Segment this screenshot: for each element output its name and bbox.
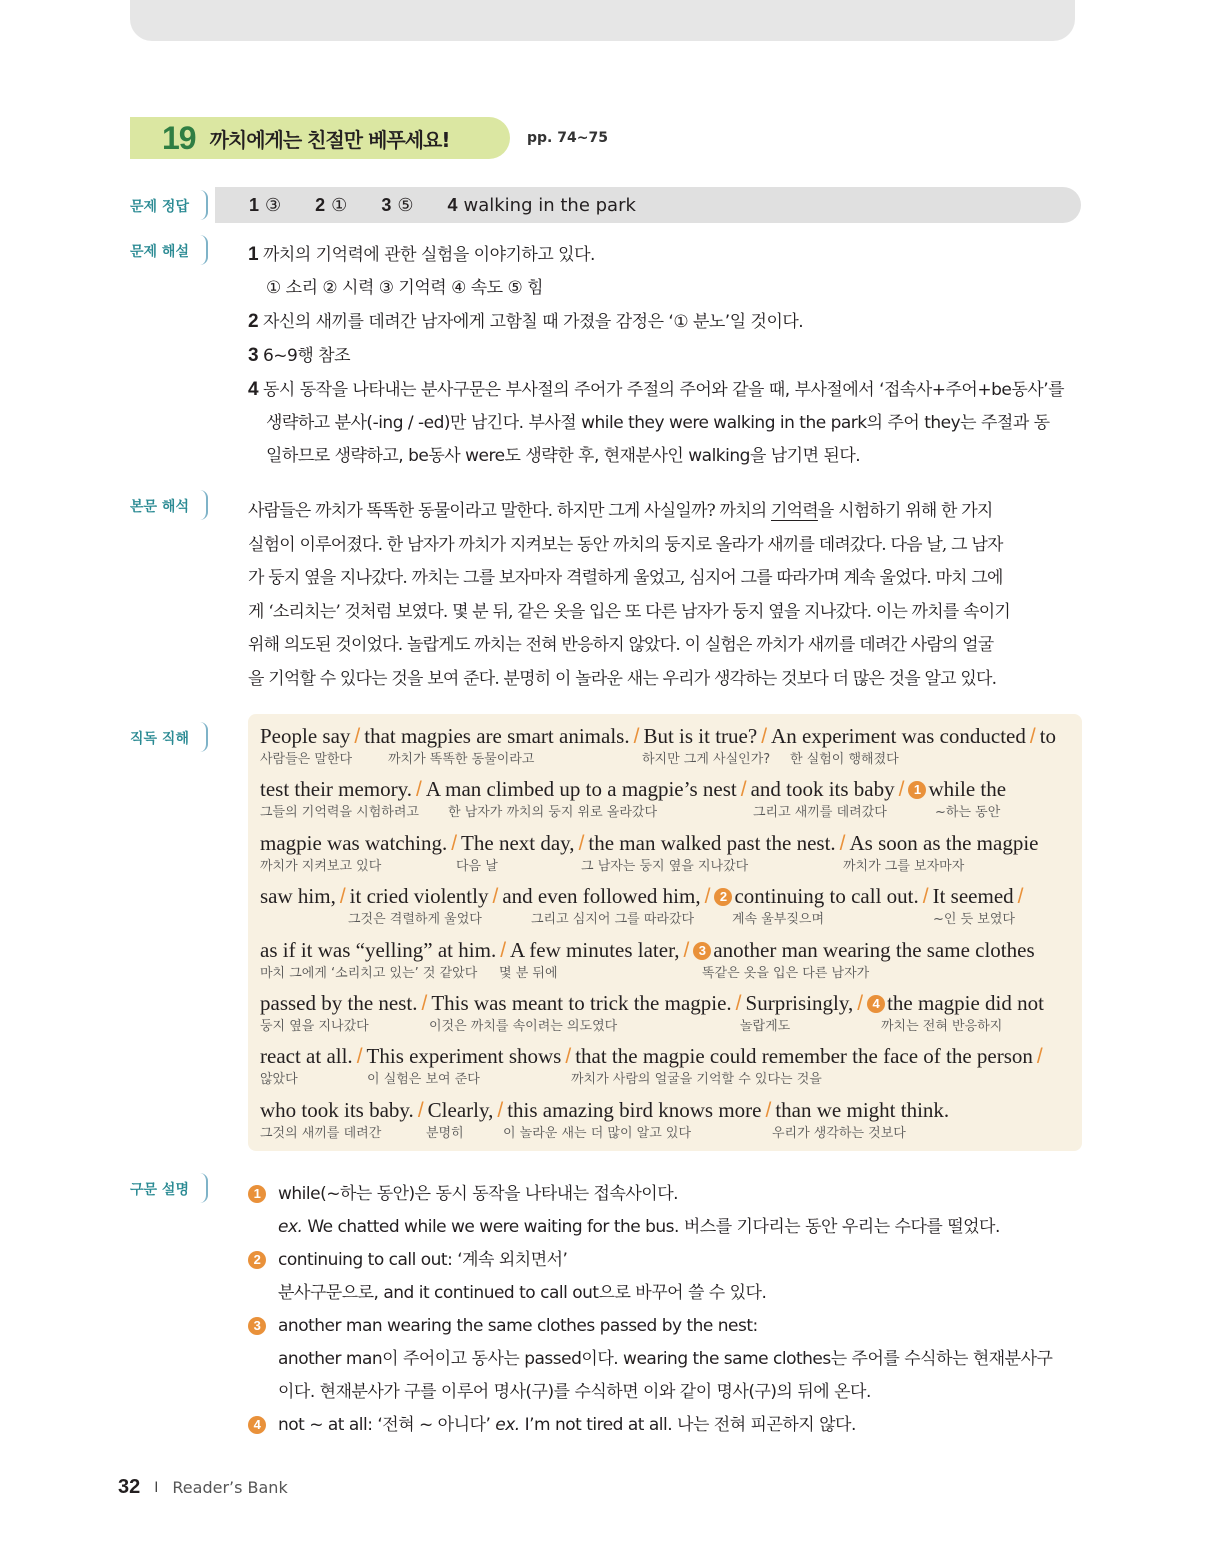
grammar-item-3: 3 another man wearing the same clothes passed by the nest: <box>248 1310 1088 1343</box>
answer-2: 2 ① <box>315 194 348 216</box>
translation-line: 가 둥지 옆을 지나갔다. 까치는 그를 보자마자 격렬하게 울었고, 심지어 그를 따라가며 계속 울었다. 마치 그에 <box>248 568 1003 588</box>
explanation-item-1: 1 까치의 기억력에 관한 실험을 이야기하고 있다. <box>248 244 595 265</box>
label-direct: 직독 직해 <box>130 722 208 752</box>
page-reference: pp. 74~75 <box>527 130 608 146</box>
translation-line: 실험이 이루어졌다. 한 남자가 까치가 지켜보는 동안 까치의 둥지로 올라가 새끼를 데려갔다. 다음 날, 그 남자 <box>248 534 1003 555</box>
translation-line: 사람들은 까치가 똑똑한 동물이라고 말한다. 하지만 그게 사실일까? 까치의 기억력을 시험하기 위해 한 가지 <box>248 501 993 521</box>
answer-3: 3 ⑤ <box>381 194 414 216</box>
top-decoration-bar <box>130 0 1075 41</box>
unit-title-bar <box>130 117 510 159</box>
direct-reading-box <box>248 714 1082 1151</box>
grammar-example-1: ex. We chatted while we were waiting for the bus. 버스를 기다리는 동안 우리는 수다를 떨었다. <box>278 1217 1000 1237</box>
footer-separator: I <box>154 1479 159 1496</box>
answer-1: 1 ③ <box>249 194 282 216</box>
grammar-item-3-detail2: 이다. 현재분사가 구를 이루어 명사(구)를 수식하면 이와 같이 명사(구)의 뒤에 온다. <box>278 1382 871 1402</box>
marker-4: 4 <box>867 995 885 1013</box>
translation-block <box>248 495 1088 696</box>
grammar-item-4: 4 not ~ at all: ‘전혀 ~ 아니다’ ex. I’m not tired at all. 나는 전혀 피곤하지 않다. <box>248 1409 1088 1442</box>
explanation-item-4-cont2: 일하므로 생략하고, be동사 were도 생략한 후, 현재분사인 walking을 남기면 된다. <box>266 446 861 466</box>
explanation-item-2: 2 자신의 새끼를 데려간 남자에게 고함칠 때 가졌을 감정은 ‘① 분노’일 것이다. <box>248 311 804 332</box>
answer-4: 4 walking in the park <box>447 194 636 216</box>
unit-title: 까치에게는 친절만 베푸세요! <box>209 127 450 152</box>
grammar-block <box>248 1178 1088 1442</box>
explanation-item-3: 3 6~9행 참조 <box>248 345 351 366</box>
marker-1: 1 <box>908 781 926 799</box>
explanation-block <box>248 238 1088 473</box>
grammar-item-2-detail: 분사구문으로, and it continued to call out으로 바꾸어 쓸 수 있다. <box>278 1283 767 1303</box>
explanation-item-4-cont1: 생략하고 분사(-ing / -ed)만 남긴다. 부사절 while they were walking in the park의 주어 they는 주절과 동 <box>266 413 1050 433</box>
explanation-options: ① 소리 ② 시력 ③ 기억력 ④ 속도 ⑤ 힘 <box>266 278 544 298</box>
label-explanation: 문제 해설 <box>130 235 208 265</box>
direct-row-8: who took its baby. / Clearly, / this amazing bird knows more / than we might think. 그것의 새끼를 데려간 분명히 이 놀라운 새는 더 많이 알고 있다 우리가 생각하는 것보다 <box>260 1098 950 1141</box>
direct-row-7: react at all. / This experiment shows / that the magpie could remember the face of the person / 않았다 이 실험은 보여 준다 까치가 사람의 얼굴을 기억할 수 있다는 것을 <box>260 1044 1043 1087</box>
page-footer <box>118 1476 288 1499</box>
marker-2: 2 <box>714 888 732 906</box>
grammar-item-1: 1 while(~하는 동안)은 동시 동작을 나타내는 접속사이다. <box>248 1178 1088 1211</box>
label-translation: 본문 해석 <box>130 490 208 520</box>
direct-row-3: magpie was watching. / The next day, / the man walked past the nest. / As soon as the magpie 까치가 지켜보고 있다 다음 날 그 남자는 둥지 옆을 지나갔다 까치가 그를 보자마자 <box>260 831 1039 874</box>
direct-row-5: as if it was “yelling” at him. / A few minutes later, / 3 another man wearing the same clothes 마치 그에게 ‘소리치고 있는’ 것 같았다 몇 분 뒤에 똑같은 옷을 입은 다른 남자가 <box>260 938 1035 981</box>
book-title: Reader’s Bank <box>172 1478 288 1497</box>
label-answers: 문제 정답 <box>130 190 208 220</box>
answer-bar <box>215 187 1081 223</box>
grammar-item-2: 2 continuing to call out: ‘계속 외치면서’ <box>248 1244 1088 1277</box>
unit-number: 19 <box>162 119 196 156</box>
direct-row-2: test their memory. / A man climbed up to a magpie’s nest / and took its baby / 1 while the 그들의 기억력을 시험하려고 한 남자가 까치의 둥지 위로 올라갔다 그리고 새끼를 데려갔다 ~하는 동안 <box>260 777 1007 820</box>
underlined-word: 기억력 <box>771 501 818 521</box>
translation-line: 위해 의도된 것이었다. 놀랍게도 까치는 전혀 반응하지 않았다. 이 실험은 까치가 새끼를 데려간 사람의 얼굴 <box>248 635 994 655</box>
marker-3: 3 <box>693 942 711 960</box>
page-number: 32 <box>118 1476 141 1498</box>
translation-line: 을 기억할 수 있다는 것을 보여 준다. 분명히 이 놀라운 새는 우리가 생각하는 것보다 더 많은 것을 알고 있다. <box>248 668 997 689</box>
direct-row-6: passed by the nest. / This was meant to trick the magpie. / Surprisingly, / 4 the magpie did not 둥지 옆을 지나갔다 이것은 까치를 속이려는 의도였다 놀랍게도 까치는 전혀 반응하지 <box>260 991 1044 1034</box>
grammar-item-3-detail: another man이 주어이고 동사는 passed이다. wearing the same clothes는 주어를 수식하는 현재분사구 <box>278 1349 1053 1369</box>
direct-row-4: saw him, / it cried violently / and even followed him, / 2 continuing to call out. / It seemed / 그것은 격렬하게 울었다 그리고 심지어 그를 따라갔다 계속 울부짖으며 ~인 듯 보였다 <box>260 884 1024 927</box>
translation-line: 게 ‘소리치는’ 것처럼 보였다. 몇 분 뒤, 같은 옷을 입은 또 다른 남자가 둥지 옆을 지나갔다. 이는 까치를 속이기 <box>248 601 1011 622</box>
direct-row-1: People say / that magpies are smart animals. / But is it true? / An experiment was conducted / to 사람들은 말한다 까치가 똑똑한 동물이라고 하지만 그게 사실인가? 한 실험이 행해졌다 <box>260 724 1057 767</box>
label-grammar: 구문 설명 <box>130 1173 208 1203</box>
explanation-item-4: 4 동시 동작을 나타내는 분사구문은 부사절의 주어가 주절의 주어와 같을 때, 부사절에서 ‘접속사+주어+be동사’를 <box>248 379 1065 400</box>
